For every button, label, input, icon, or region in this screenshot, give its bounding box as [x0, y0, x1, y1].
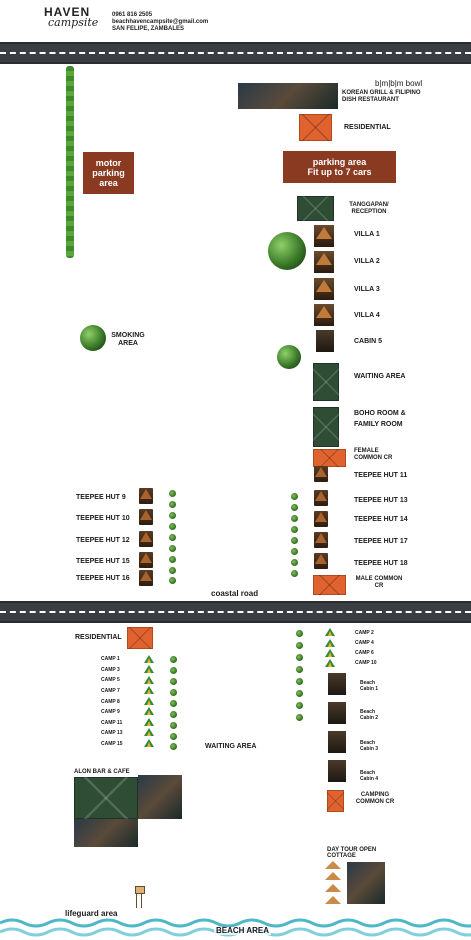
bush-icon [170, 689, 177, 696]
camp-2-label: CAMP 2 [355, 630, 374, 636]
cottage-icon [325, 896, 341, 904]
bush-icon [291, 526, 298, 533]
boho-room-roof [313, 407, 339, 447]
teepee-hut-12-icon [139, 531, 153, 547]
motor-parking-label: motor parking area [92, 158, 125, 188]
teepee-hut-16-icon [139, 570, 153, 586]
bush-icon [291, 504, 298, 511]
beach-cabin-4-icon [328, 760, 346, 782]
beach-cabin-1-icon [328, 673, 346, 695]
boho-room-label: BOHO ROOM & FAMILY ROOM [354, 410, 406, 428]
day-tour-photo [347, 862, 385, 904]
bush-icon [170, 743, 177, 750]
teepee-hut-16-label: TEEPEE HUT 16 [76, 575, 130, 582]
teepee-hut-12-label: TEEPEE HUT 12 [76, 537, 130, 544]
residential-bottom-roof [127, 627, 153, 649]
bush-icon [170, 733, 177, 740]
tent-icon [144, 665, 154, 673]
bush-icon [169, 577, 176, 584]
reception-roof [297, 196, 334, 221]
female-cr-label: FEMALE COMMON CR [354, 448, 393, 461]
bush-icon [291, 570, 298, 577]
teepee-hut-17-label: TEEPEE HUT 17 [354, 538, 408, 545]
bush-icon [291, 493, 298, 500]
motor-parking-area [83, 152, 134, 194]
restaurant-label: KOREAN GRILL & FILIPINO DISH RESTAURANT [342, 90, 421, 103]
bush-icon [296, 642, 303, 649]
restaurant-brand: b|m|b|m bowl [375, 79, 423, 88]
villa-2-label: VILLA 2 [354, 258, 380, 265]
cottage-icon [325, 861, 341, 869]
bush-icon [169, 534, 176, 541]
bush-icon [170, 711, 177, 718]
bush-icon [291, 515, 298, 522]
bush-icon [169, 567, 176, 574]
bush-icon [296, 702, 303, 709]
villa-4-icon [314, 304, 334, 326]
male-cr-roof [313, 575, 346, 595]
teepee-hut-9-label: TEEPEE HUT 9 [76, 494, 126, 501]
bush-icon [169, 501, 176, 508]
header [0, 0, 471, 40]
alon-bar-roof [74, 777, 138, 819]
teepee-hut-14-icon [314, 511, 328, 527]
tree-icon [268, 232, 306, 270]
beach-cabin-2-label: Beach Cabin 2 [360, 709, 379, 721]
residential-top-label: RESIDENTIAL [344, 124, 391, 131]
camp-7-label: CAMP 7 [101, 688, 120, 694]
teepee-hut-11-icon [314, 466, 328, 482]
bush-icon [296, 654, 303, 661]
beach-cabin-4-label: Beach Cabin 4 [360, 770, 379, 782]
camping-cr-roof [327, 790, 344, 812]
coastal-road-label: coastal road [211, 589, 259, 598]
teepee-hut-15-label: TEEPEE HUT 15 [76, 558, 130, 565]
reception-label: TANGGAPAN/ RECEPTION [349, 202, 389, 215]
lifeguard-tower-icon [134, 886, 144, 908]
bush-icon [296, 666, 303, 673]
bush-icon [169, 523, 176, 530]
teepee-hut-11-label: TEEPEE HUT 11 [354, 472, 408, 479]
teepee-hut-14-label: TEEPEE HUT 14 [354, 516, 408, 523]
villa-3-label: VILLA 3 [354, 286, 380, 293]
alon-bar-photo-2 [74, 819, 138, 847]
top-road [0, 42, 471, 64]
villa-2-icon [314, 251, 334, 273]
cabin-5-label: CABIN 5 [354, 338, 383, 345]
camp-1-label: CAMP 1 [101, 656, 120, 662]
parking-sublabel: Fit up to 7 cars [307, 167, 372, 177]
tent-icon [144, 718, 154, 726]
bush-icon [296, 690, 303, 697]
bush-icon [170, 667, 177, 674]
left-hedge [66, 66, 74, 258]
email-text: beachhavencampsite@gmail.com [112, 19, 209, 25]
teepee-hut-9-icon [139, 488, 153, 504]
bush-icon [170, 656, 177, 663]
female-cr-roof [313, 449, 346, 467]
camp-15-label: CAMP 15 [101, 741, 123, 747]
teepee-hut-13-label: TEEPEE HUT 13 [354, 497, 408, 504]
beach-cabin-3-icon [328, 731, 346, 753]
villa-4-label: VILLA 4 [354, 312, 380, 319]
beach-cabin-1-label: Beach Cabin 1 [360, 680, 379, 692]
teepee-hut-18-icon [314, 553, 328, 569]
coastal-road [0, 601, 471, 623]
tent-icon [144, 655, 154, 663]
villa-1-icon [314, 225, 334, 247]
teepee-hut-17-icon [314, 532, 328, 548]
beach-cabin-3-label: Beach Cabin 3 [360, 740, 379, 752]
bush-icon [296, 714, 303, 721]
cottage-icon [325, 884, 341, 892]
teepee-hut-13-icon [314, 490, 328, 506]
bush-icon [169, 556, 176, 563]
alon-bar-photo [138, 775, 182, 819]
bush-icon [296, 630, 303, 637]
tent-icon [144, 697, 154, 705]
parking-label: parking area [312, 157, 367, 167]
tent-icon [144, 739, 154, 747]
tent-icon [144, 707, 154, 715]
day-tour-label: DAY TOUR OPEN COTTAGE [327, 847, 377, 859]
waiting-area-bottom-label: WAITING AREA [205, 743, 257, 750]
camp-5-label: CAMP 5 [101, 677, 120, 683]
villa-3-icon [314, 278, 334, 300]
bush-icon [169, 545, 176, 552]
bush-icon [296, 678, 303, 685]
residential-top-roof [299, 114, 332, 141]
cabin-5-icon [316, 330, 334, 352]
bush-icon [170, 700, 177, 707]
logo-top-text: HAVEN [44, 5, 91, 19]
camping-cr-label: CAMPING COMMON CR [355, 792, 395, 805]
tent-icon [325, 628, 335, 636]
tree-icon [277, 345, 301, 369]
address-text: SAN FELIPE, ZAMBALES [112, 26, 185, 32]
lifeguard-label: lifeguard area [65, 909, 118, 918]
camp-10-label: CAMP 10 [355, 660, 377, 666]
logo-bottom-text: campsite [48, 16, 99, 29]
alon-bar-label: ALON BAR & CAFE [74, 769, 130, 775]
waiting-area-label: WAITING AREA [354, 373, 406, 380]
phone-text: 0961 816 2505 [112, 12, 153, 18]
camp-11-label: CAMP 11 [101, 720, 123, 726]
bush-icon [291, 537, 298, 544]
tent-icon [325, 639, 335, 647]
tent-icon [144, 728, 154, 736]
teepee-hut-15-icon [139, 552, 153, 568]
bush-icon [291, 559, 298, 566]
beach-area-label: BEACH AREA [216, 926, 270, 935]
cottage-icon [325, 872, 341, 880]
bush-icon [169, 512, 176, 519]
teepee-hut-10-label: TEEPEE HUT 10 [76, 515, 130, 522]
tent-icon [325, 649, 335, 657]
smoking-label: SMOKING AREA [111, 332, 145, 347]
male-cr-label: MALE COMMON CR [355, 576, 403, 589]
parking-area [283, 151, 396, 183]
restaurant-photo [238, 83, 338, 109]
camp-13-label: CAMP 13 [101, 730, 123, 736]
camp-4-label: CAMP 4 [355, 640, 374, 646]
tree-icon [80, 325, 106, 351]
bush-icon [169, 490, 176, 497]
bush-icon [170, 722, 177, 729]
villa-1-label: VILLA 1 [354, 231, 380, 238]
teepee-hut-18-label: TEEPEE HUT 18 [354, 560, 408, 567]
teepee-hut-10-icon [139, 509, 153, 525]
bush-icon [170, 678, 177, 685]
tent-icon [144, 676, 154, 684]
camp-9-label: CAMP 9 [101, 709, 120, 715]
camp-6-label: CAMP 6 [355, 650, 374, 656]
tent-icon [325, 659, 335, 667]
camp-8-label: CAMP 8 [101, 699, 120, 705]
camp-3-label: CAMP 3 [101, 667, 120, 673]
waiting-area-roof [313, 363, 339, 401]
haven-logo [44, 5, 104, 35]
beach-cabin-2-icon [328, 702, 346, 724]
bush-icon [291, 548, 298, 555]
residential-bottom-label: RESIDENTIAL [75, 634, 122, 641]
tent-icon [144, 686, 154, 694]
